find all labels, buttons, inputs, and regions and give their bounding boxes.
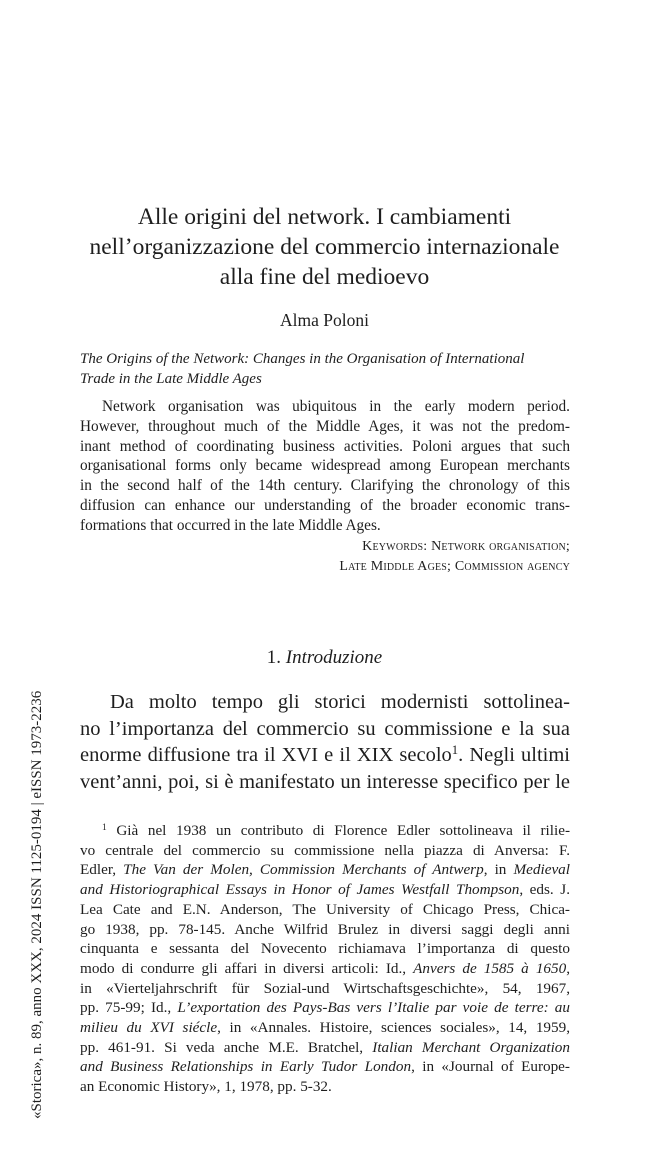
body-line: Da molto tempo gli storici modernisti sottolinea- xyxy=(110,691,570,713)
abstract-line: formations that occurred in the late Middle Ages. xyxy=(80,516,381,534)
section-title: Introduzione xyxy=(285,647,383,668)
footnote-line xyxy=(80,880,570,900)
footnote-text: , in «Journal of Europe- xyxy=(411,1058,570,1076)
footnote-text: pp. 75-99; Id., xyxy=(80,999,178,1017)
article-title-line: nell’organizzazione del commercio internazionale xyxy=(89,234,560,260)
footnote-text: Già nel 1938 un contributo di Florence Edler sottolineava il rilie- xyxy=(116,822,570,839)
footnote-line: an Economic History», 1, 1978, pp. 5-32. xyxy=(80,1078,332,1096)
footnote-text: modo di condurre gli affari in diversi articoli: Id., xyxy=(80,959,414,977)
abstract-line: Network organisation was ubiquitous in the early modern period. xyxy=(102,398,570,415)
keywords-line: Late Middle Ages; Commission agency xyxy=(339,558,570,574)
footnote-text: , in xyxy=(483,861,514,879)
section-heading xyxy=(80,645,569,671)
article-title-line: alla fine del medioevo xyxy=(219,264,430,290)
footnote-text: Edler, xyxy=(80,861,124,879)
article-title xyxy=(80,202,569,292)
article-title-line: Alle origini del network. I cambiamenti xyxy=(137,204,512,230)
footnote-line xyxy=(80,821,570,841)
section-number: 1. xyxy=(266,647,282,668)
abstract-line: organisational forms only became widespread among European merchants xyxy=(80,457,570,475)
footnote-line xyxy=(80,1038,570,1058)
author-name: Alma Poloni xyxy=(280,310,369,330)
footnote-line: vo centrale del commercio su commissione nella piazza di Anversa: F. xyxy=(80,841,570,859)
body-line: enorme diffusione tra il XVI e il XIX secolo$^1$. Negli ultimi xyxy=(80,743,570,766)
footnote-cited-title: and Business Relationships in Early Tudor London xyxy=(80,1058,412,1076)
footnote-cited-title: and Historiographical Essays in Honor of James Westfall Thompson xyxy=(80,881,520,899)
footnote-marker: 1 xyxy=(102,822,107,833)
footnote-line xyxy=(80,1057,570,1077)
footnote-cited-title: milieu du XVI siécle xyxy=(80,1019,218,1037)
footnote-1 xyxy=(80,821,570,1097)
english-title xyxy=(80,349,570,389)
abstract-line: in the second half of the 14th century. Clarifying the chronology of this xyxy=(80,477,570,495)
footnote-line: cinquanta e sessanta del Novecento richiamava l’importanza di questo xyxy=(80,940,570,958)
body-paragraph xyxy=(80,689,570,795)
english-abstract xyxy=(80,397,570,536)
footnote-text: , eds. J. xyxy=(519,881,571,899)
footnote-reference[interactable]: 1 xyxy=(451,743,459,758)
footnote-cited-title: Medieval xyxy=(513,861,571,879)
keywords-line: Keywords: Network organisation; xyxy=(362,539,570,554)
english-title-line: The Origins of the Network: Changes in the Organisation of International xyxy=(80,351,525,367)
footnote-line xyxy=(80,959,570,979)
keywords xyxy=(200,537,570,576)
footnote-line: Lea Cate and E.N. Anderson, The University of Chicago Press, Chica- xyxy=(80,900,570,918)
footnote-line xyxy=(80,1018,570,1038)
abstract-line: inant method of coordinating business activities. Poloni argues that such xyxy=(80,437,570,455)
footnote-cited-title: The Van der Molen, Commission Merchants of Antwerp xyxy=(123,861,484,879)
journal-sidebar-citation: «Storica», n. 89, anno XXX, 2024 ISSN 1125-0194 | eISSN 1973-2236 xyxy=(29,690,45,1119)
footnote-cited-title: Anvers de 1585 à 1650 xyxy=(413,959,567,977)
english-title-line: Trade in the Late Middle Ages xyxy=(80,371,262,387)
footnote-text: , in «Annales. Histoire, sciences sociales», 14, 1959, xyxy=(217,1019,570,1037)
body-line: no l’importanza del commercio su commissione e la sua xyxy=(80,717,570,740)
body-line: vent’anni, poi, si è manifestato un interesse specifico per le xyxy=(80,770,570,793)
footnote-text: pp. 461-91. Si veda anche M.E. Bratchel, xyxy=(80,1038,373,1056)
footnote-cited-title: Italian Merchant Organization xyxy=(372,1038,570,1056)
footnote-line xyxy=(80,860,570,880)
abstract-line: diffusion can enhance our understanding of the broader economic trans- xyxy=(80,496,570,514)
footnote-line: in «Vierteljahrschrift für Sozial-und Wirtschaftsgeschichte», 54, 1967, xyxy=(80,979,570,997)
footnote-line: go 1938, pp. 78-145. Anche Wilfrid Brulez in diversi saggi degli anni xyxy=(80,920,570,938)
footnote-cited-title: L’exportation des Pays-Bas vers l’Italie par voie de terre: au xyxy=(177,999,570,1017)
footnote-line xyxy=(80,998,570,1018)
abstract-line: However, throughout much of the Middle Ages, it was not the predom- xyxy=(80,417,570,435)
body-line-text: Negli ultimi xyxy=(469,744,570,766)
body-line-text: enorme diffusione tra il XVI e il XIX secolo xyxy=(80,744,452,766)
footnote-text: , xyxy=(566,959,570,977)
